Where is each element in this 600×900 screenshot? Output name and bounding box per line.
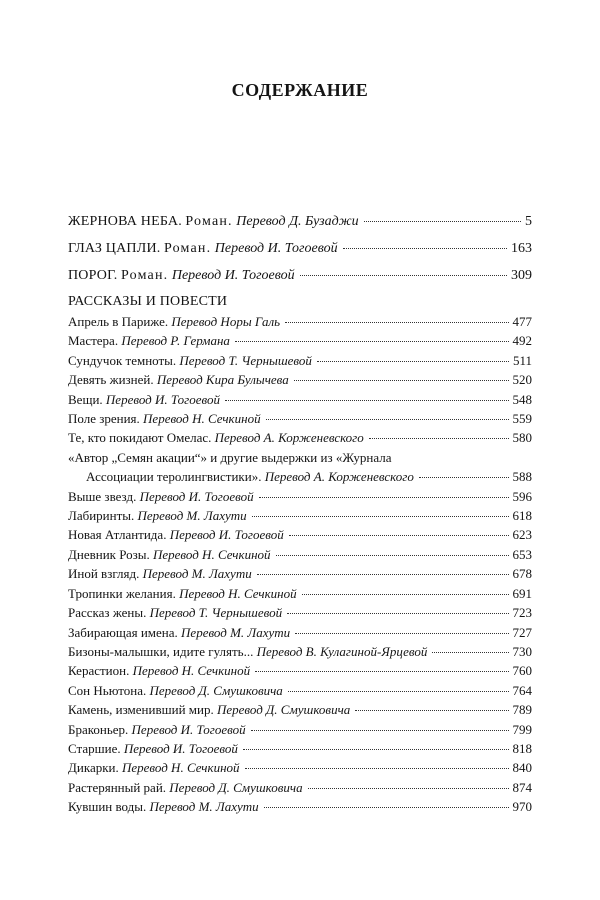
toc-entry-translator: Перевод Н. Сечкиной bbox=[153, 546, 271, 562]
toc-entry-title: Керастион. bbox=[68, 663, 130, 679]
dot-leader bbox=[251, 730, 509, 731]
toc-entry-title: Браконьер. bbox=[68, 721, 129, 737]
toc-entry bbox=[68, 564, 532, 583]
toc-entry-translator: Перевод М. Лахути bbox=[149, 799, 259, 815]
toc-entry-translator: Перевод И. Тогоевой bbox=[139, 488, 254, 504]
toc-entry-translator: Перевод Кира Булычева bbox=[156, 372, 289, 388]
stories-list-part-1 bbox=[68, 312, 532, 448]
dot-leader bbox=[255, 671, 508, 672]
toc-entry-translator: Перевод Н. Сечкиной bbox=[179, 585, 297, 601]
toc-entry-title: Дневник Розы. bbox=[68, 546, 150, 562]
toc-entry-page: 511 bbox=[512, 352, 532, 368]
toc-entry-page: 559 bbox=[512, 411, 532, 427]
toc-entry-page: 309 bbox=[511, 268, 532, 283]
toc-entry bbox=[68, 390, 532, 409]
toc-entry-translator: Перевод В. Кулагиной-Ярцевой bbox=[256, 643, 428, 659]
toc-entry-page: 678 bbox=[512, 566, 532, 582]
toc-entry-page: 548 bbox=[512, 391, 532, 407]
section-title: РАССКАЗЫ И ПОВЕСТИ bbox=[68, 294, 228, 309]
dot-leader bbox=[308, 788, 509, 789]
toc-entry-page: 970 bbox=[512, 799, 532, 815]
toc-entry-page: 730 bbox=[512, 643, 532, 659]
toc-entry bbox=[68, 428, 532, 447]
toc-entry bbox=[68, 584, 532, 603]
toc-entry-page: 5 bbox=[525, 214, 532, 229]
toc-entry bbox=[68, 661, 532, 680]
toc-entry-title: Апрель в Париже. bbox=[68, 314, 169, 329]
toc-entry-translator: Перевод Т. Чернышевой bbox=[179, 352, 312, 368]
toc-entry-title: Новая Атлантида. bbox=[68, 527, 167, 543]
toc-entry-translator: Перевод М. Лахути bbox=[142, 566, 252, 582]
toc-entry-page: 492 bbox=[512, 333, 532, 349]
toc-entry-novel bbox=[68, 266, 532, 286]
toc-entry-translator: Перевод Д. Смушковича bbox=[149, 682, 283, 698]
toc-entry bbox=[68, 797, 532, 816]
toc-entry bbox=[68, 409, 532, 428]
toc-entry bbox=[68, 545, 532, 564]
toc-entry-translator: Перевод Н. Сечкиной bbox=[143, 411, 261, 427]
toc-entry bbox=[68, 739, 532, 758]
toc-entry-translator: Перевод Д. Бузаджи bbox=[236, 214, 359, 229]
toc-entry-title-line1: «Автор „Семян акации“» и другие выдержки из «Журнала bbox=[68, 449, 392, 465]
toc-entry-kind: Роман. bbox=[163, 241, 212, 256]
toc-entry-title: ГЛАЗ ЦАПЛИ. bbox=[68, 241, 161, 256]
toc-entry-title: ПОРОГ. bbox=[68, 268, 118, 283]
toc-entry-page: 760 bbox=[512, 663, 532, 679]
toc-entry bbox=[68, 642, 532, 661]
toc-entry-title: Сундучок темноты. bbox=[68, 352, 177, 368]
toc-entry-page: 588 bbox=[512, 469, 532, 485]
toc-entry-page: 623 bbox=[512, 527, 532, 543]
dot-leader bbox=[285, 322, 508, 323]
toc-entry bbox=[68, 525, 532, 544]
toc-entry-page: 691 bbox=[512, 585, 532, 601]
dot-leader bbox=[243, 749, 509, 750]
dot-leader bbox=[266, 419, 509, 420]
toc-entry-title: Иной взгляд. bbox=[68, 566, 140, 582]
toc-entry-novel bbox=[68, 212, 532, 232]
dot-leader bbox=[287, 613, 508, 614]
stories-list-part-2 bbox=[68, 487, 532, 817]
toc-entry-page: 477 bbox=[512, 314, 532, 329]
toc-entry bbox=[68, 331, 532, 350]
dot-leader bbox=[317, 361, 509, 362]
dot-leader bbox=[289, 535, 509, 536]
toc-entry-translator: Перевод Н. Сечкиной bbox=[122, 760, 240, 776]
dot-leader bbox=[364, 221, 521, 222]
novels-list bbox=[68, 212, 532, 286]
toc-entry-title: Кувшин воды. bbox=[68, 799, 147, 815]
toc-entry bbox=[68, 351, 532, 370]
toc-entry bbox=[68, 370, 532, 389]
toc-entry-title: Лабиринты. bbox=[68, 508, 135, 524]
toc-entry-page: 520 bbox=[512, 372, 532, 388]
toc-entry-title: Сон Ньютона. bbox=[68, 682, 147, 698]
toc-entry-title-line2: Ассоциации теролингвистики». bbox=[86, 469, 262, 485]
toc-entry-translator: Перевод Д. Смушковича bbox=[169, 779, 303, 795]
toc-entry-translator: Перевод И. Тогоевой bbox=[105, 391, 220, 407]
toc-entry-page: 789 bbox=[512, 702, 532, 718]
toc-entry-multiline bbox=[68, 448, 532, 487]
toc-entry-translator: Перевод И. Тогоевой bbox=[171, 268, 295, 283]
toc-entry-page: 874 bbox=[512, 779, 532, 795]
toc-entry-title: ЖЕРНОВА НЕБА. bbox=[68, 214, 182, 229]
dot-leader bbox=[302, 594, 509, 595]
dot-leader bbox=[295, 633, 508, 634]
toc-entry bbox=[68, 312, 532, 331]
toc-entry-title: Те, кто покидают Омелас. bbox=[68, 430, 212, 446]
toc-entry-translator: Перевод И. Тогоевой bbox=[169, 527, 284, 543]
table-of-contents bbox=[68, 212, 532, 817]
toc-entry-page: 840 bbox=[512, 760, 532, 776]
toc-entry-title: Дикарки. bbox=[68, 760, 119, 776]
toc-entry-novel bbox=[68, 239, 532, 259]
toc-entry-page: 764 bbox=[512, 682, 532, 698]
toc-entry-page: 723 bbox=[512, 605, 532, 621]
toc-entry-title: Вещи. bbox=[68, 391, 103, 407]
toc-entry bbox=[68, 681, 532, 700]
toc-entry-page: 653 bbox=[512, 546, 532, 562]
toc-entry-kind: Роман. bbox=[121, 268, 169, 283]
toc-entry-page: 727 bbox=[512, 624, 532, 640]
toc-entry-page: 580 bbox=[512, 430, 532, 446]
toc-entry bbox=[68, 700, 532, 719]
dot-leader bbox=[276, 555, 509, 556]
dot-leader bbox=[294, 380, 509, 381]
toc-entry-title: Камень, изменивший мир. bbox=[68, 702, 214, 718]
toc-entry-translator: Перевод А. Корженевского bbox=[264, 469, 414, 485]
dot-leader bbox=[259, 497, 509, 498]
dot-leader bbox=[235, 341, 509, 342]
toc-entry-page: 799 bbox=[512, 721, 532, 737]
toc-entry-title: Растерянный рай. bbox=[68, 779, 167, 795]
toc-entry-translator: Перевод Р. Германа bbox=[121, 333, 230, 349]
dot-leader bbox=[288, 691, 509, 692]
toc-entry-translator: Перевод Д. Смушковича bbox=[216, 702, 351, 718]
dot-leader bbox=[245, 768, 509, 769]
toc-entry-title: Рассказ жены. bbox=[68, 605, 147, 621]
toc-entry-page: 618 bbox=[512, 508, 532, 524]
toc-entry-kind: Роман. bbox=[185, 214, 233, 229]
toc-entry-translator: Перевод Норы Галь bbox=[171, 314, 281, 329]
toc-entry-page: 163 bbox=[511, 241, 532, 256]
dot-leader bbox=[419, 477, 509, 478]
toc-entry-title: Выше звезд. bbox=[68, 488, 137, 504]
toc-entry-translator: Перевод Т. Чернышевой bbox=[149, 605, 283, 621]
toc-entry-title: Тропинки желания. bbox=[68, 585, 176, 601]
toc-entry-translator: Перевод И. Тогоевой bbox=[131, 721, 246, 737]
toc-entry-title: Мастера. bbox=[68, 333, 119, 349]
dot-leader bbox=[252, 516, 509, 517]
toc-entry bbox=[68, 720, 532, 739]
dot-leader bbox=[355, 710, 508, 711]
dot-leader bbox=[343, 248, 507, 249]
toc-entry-title: Поле зрения. bbox=[68, 411, 140, 427]
toc-entry-title: Бизоны-малышки, идите гулять... bbox=[68, 643, 254, 659]
toc-entry-translator: Перевод М. Лахути bbox=[181, 624, 291, 640]
toc-entry-title: Девять жизней. bbox=[68, 372, 154, 388]
toc-entry bbox=[68, 487, 532, 506]
dot-leader bbox=[369, 438, 509, 439]
toc-entry-translator: Перевод М. Лахути bbox=[137, 508, 247, 524]
toc-entry-page: 596 bbox=[512, 488, 532, 504]
toc-entry-translator: Перевод Н. Сечкиной bbox=[132, 663, 251, 679]
page-title: СОДЕРЖАНИЕ bbox=[231, 80, 369, 100]
dot-leader bbox=[257, 574, 509, 575]
toc-entry-title: Старшие. bbox=[68, 740, 121, 756]
toc-entry-translator: Перевод А. Корженевского bbox=[214, 430, 364, 446]
dot-leader bbox=[225, 400, 509, 401]
dot-leader bbox=[264, 807, 509, 808]
toc-entry bbox=[68, 623, 532, 642]
toc-entry bbox=[68, 506, 532, 525]
toc-entry-title: Забирающая имена. bbox=[68, 624, 178, 640]
toc-entry bbox=[68, 778, 532, 797]
toc-entry bbox=[68, 758, 532, 777]
dot-leader bbox=[300, 275, 507, 276]
toc-entry-page: 818 bbox=[512, 740, 532, 756]
toc-entry-translator: Перевод И. Тогоевой bbox=[123, 740, 238, 756]
toc-entry-translator: Перевод И. Тогоевой bbox=[214, 241, 338, 256]
toc-entry bbox=[68, 603, 532, 622]
dot-leader bbox=[432, 652, 508, 653]
